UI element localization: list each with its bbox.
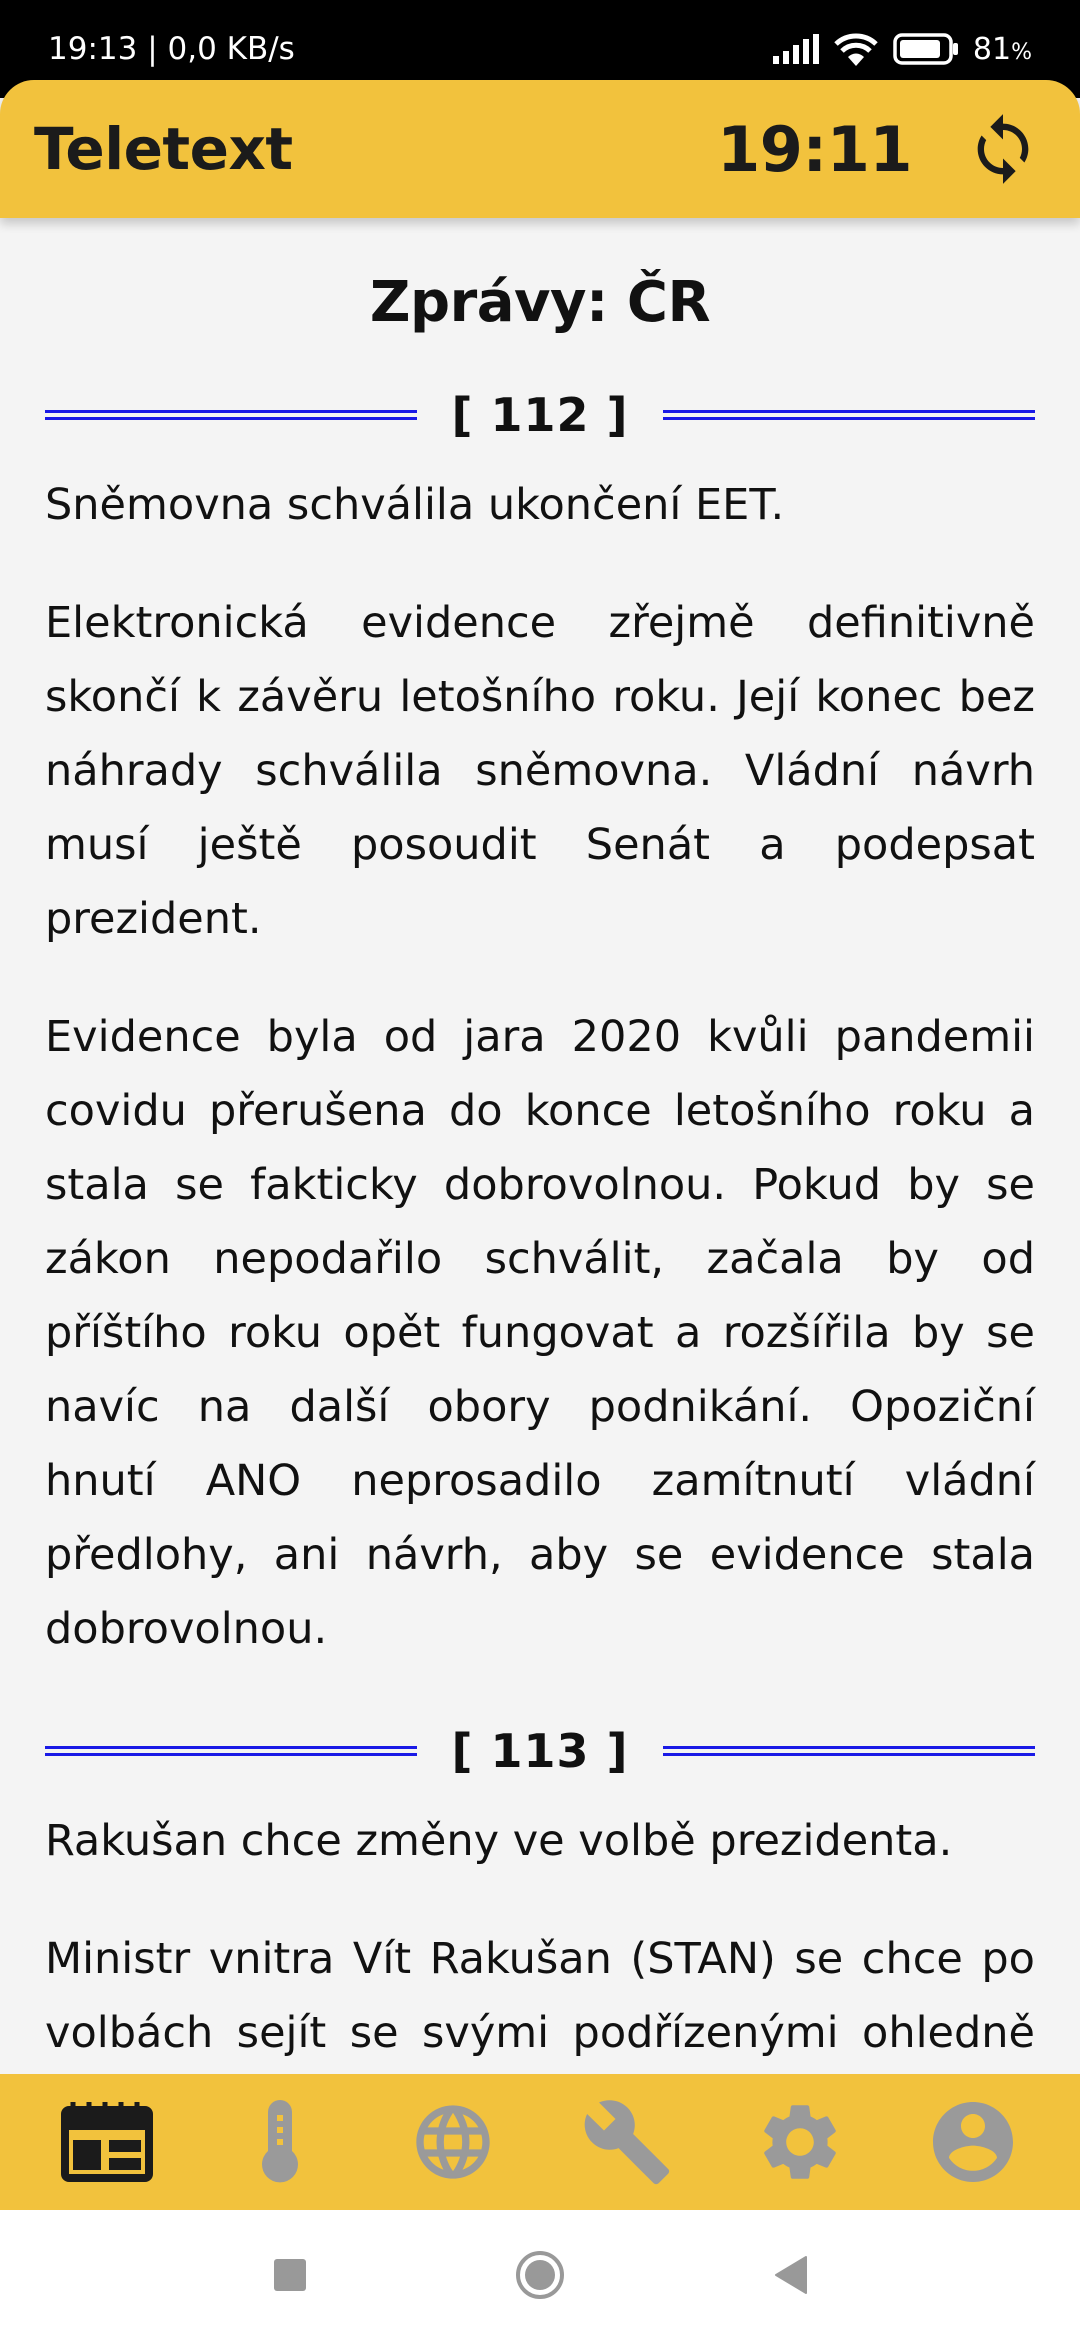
article-paragraph: Evidence byla od jara 2020 kvůli pandemii covidu přerušena do konce letošního roku a stala se fakticky dobrovolnou. Pokud by se zákon nepodařilo schválit, začala by od příštího roku opět fungovat a rozšířila by se navíc na další obory podnikání. Opoziční hnutí ANO neprosadilo zamítnutí vládní předlohy, ani návrh, aby se evidence stala dobrovolnou. — [45, 1012, 1035, 1654]
battery-icon — [893, 33, 959, 65]
square-icon — [273, 2258, 307, 2292]
news-icon — [61, 2102, 153, 2182]
article-headline: Sněmovna schválila ukončení EET. — [45, 480, 785, 530]
nav-world[interactable] — [393, 2082, 513, 2202]
thermometer-icon — [250, 2097, 310, 2187]
divider-line-left — [45, 1746, 417, 1756]
divider-line-right — [663, 1746, 1035, 1756]
wrench-icon — [581, 2096, 673, 2188]
nav-weather[interactable] — [220, 2082, 340, 2202]
circle-icon — [514, 2249, 566, 2301]
status-time-speed: 19:13 | 0,0 KB/s — [48, 31, 295, 67]
app-time: 19:11 — [717, 112, 912, 186]
recent-apps-button[interactable] — [165, 2225, 415, 2325]
battery-percent: 81% — [972, 31, 1032, 67]
signal-icon — [771, 34, 819, 64]
refresh-icon — [965, 111, 1041, 187]
page-number[interactable]: [ 113 ] — [451, 1724, 629, 1778]
teletext-content[interactable] — [0, 218, 1080, 2074]
account-icon — [925, 2094, 1021, 2190]
page-title: Zprávy: ČR — [369, 270, 711, 335]
refresh-button[interactable] — [960, 106, 1046, 192]
article-paragraph: Elektronická evidence zřejmě definitivně skončí k závěru letošního roku. Její konec bez náhrady schválila sněmovna. Vládní návrh musí ještě posoudit Senát a podepsat prezident. — [45, 598, 1035, 944]
page-divider-113 — [45, 1718, 1035, 1784]
app-bar — [0, 80, 1080, 218]
home-button[interactable] — [415, 2225, 665, 2325]
divider-line-right — [663, 410, 1035, 420]
bottom-navigation — [0, 2074, 1080, 2210]
nav-account[interactable] — [913, 2082, 1033, 2202]
triangle-back-icon — [772, 2255, 808, 2295]
back-button[interactable] — [665, 2225, 915, 2325]
nav-tools[interactable] — [567, 2082, 687, 2202]
status-icons — [771, 32, 1032, 67]
nav-news[interactable] — [47, 2082, 167, 2202]
nav-settings[interactable] — [740, 2082, 860, 2202]
article-headline: Rakušan chce změny ve volbě prezidenta. — [45, 1816, 953, 1866]
page-divider-112 — [45, 382, 1035, 448]
globe-icon — [409, 2098, 497, 2186]
app-title: Teletext — [34, 115, 293, 183]
page-number[interactable]: [ 112 ] — [451, 388, 629, 442]
article-paragraph: Ministr vnitra Vít Rakušan (STAN) se chce po volbách sejít se svými podřízenými ohledně — [45, 1934, 1035, 2058]
divider-line-left — [45, 410, 417, 420]
system-navigation-bar — [0, 2210, 1080, 2340]
wifi-icon — [833, 32, 879, 66]
gear-icon — [754, 2096, 846, 2188]
